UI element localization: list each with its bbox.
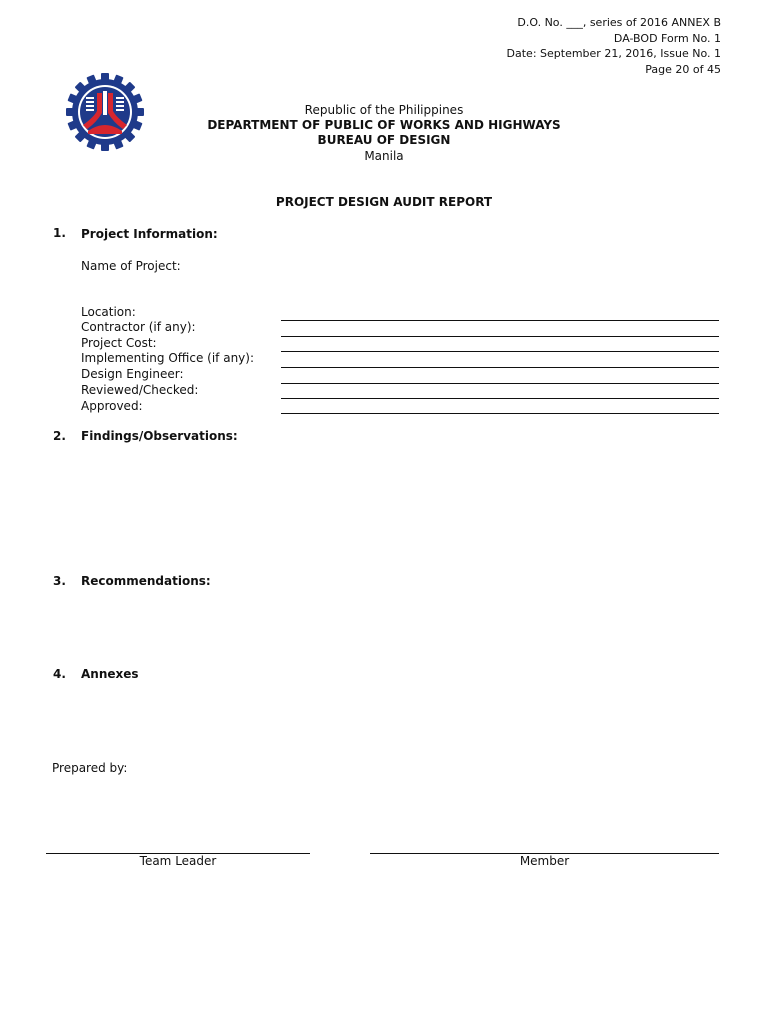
team-leader-label: Team Leader [139, 854, 217, 868]
city-name: Manila [364, 149, 404, 163]
contractor-fill-line[interactable] [281, 336, 719, 337]
republic-label: Republic of the Philippines [304, 103, 464, 117]
project-name-label: Name of Project: [81, 259, 181, 273]
section-2-title: Findings/Observations: [81, 429, 238, 443]
ref-line-order: D.O. No. ___, series of 2016 ANNEX B [517, 16, 721, 29]
design-engineer-fill-line[interactable] [281, 383, 719, 384]
location-label: Location: [81, 305, 136, 319]
project-cost-label: Project Cost: [81, 336, 157, 350]
section-3-title: Recommendations: [81, 574, 211, 588]
section-3-number: 3. [53, 574, 66, 588]
section-4-number: 4. [53, 667, 66, 681]
location-fill-line[interactable] [281, 320, 719, 321]
section-2-number: 2. [53, 429, 66, 443]
approved-label: Approved: [81, 399, 143, 413]
bureau-name: BUREAU OF DESIGN [317, 133, 451, 147]
contractor-label: Contractor (if any): [81, 320, 196, 334]
implementing-office-label: Implementing Office (if any): [81, 351, 254, 365]
section-1-title: Project Information: [81, 227, 218, 241]
section-4-title: Annexes [81, 667, 139, 681]
ref-line-date: Date: September 21, 2016, Issue No. 1 [506, 47, 721, 60]
design-engineer-label: Design Engineer: [81, 367, 184, 381]
ref-line-form: DA-BOD Form No. 1 [613, 31, 721, 45]
report-title: PROJECT DESIGN AUDIT REPORT [275, 195, 493, 209]
department-name: DEPARTMENT OF PUBLIC OF WORKS AND HIGHWAYS [207, 118, 561, 132]
project-cost-fill-line[interactable] [281, 351, 719, 352]
reviewed-checked-label: Reviewed/Checked: [81, 383, 199, 397]
member-label: Member [519, 854, 570, 868]
document-reference [507, 15, 721, 77]
prepared-by-label: Prepared by: [52, 761, 128, 775]
implementing-office-fill-line[interactable] [281, 367, 719, 368]
ref-line-page: Page 20 of 45 [645, 62, 721, 76]
reviewed-checked-fill-line[interactable] [281, 398, 719, 399]
section-1-number: 1. [53, 226, 66, 240]
approved-fill-line[interactable] [281, 413, 719, 414]
